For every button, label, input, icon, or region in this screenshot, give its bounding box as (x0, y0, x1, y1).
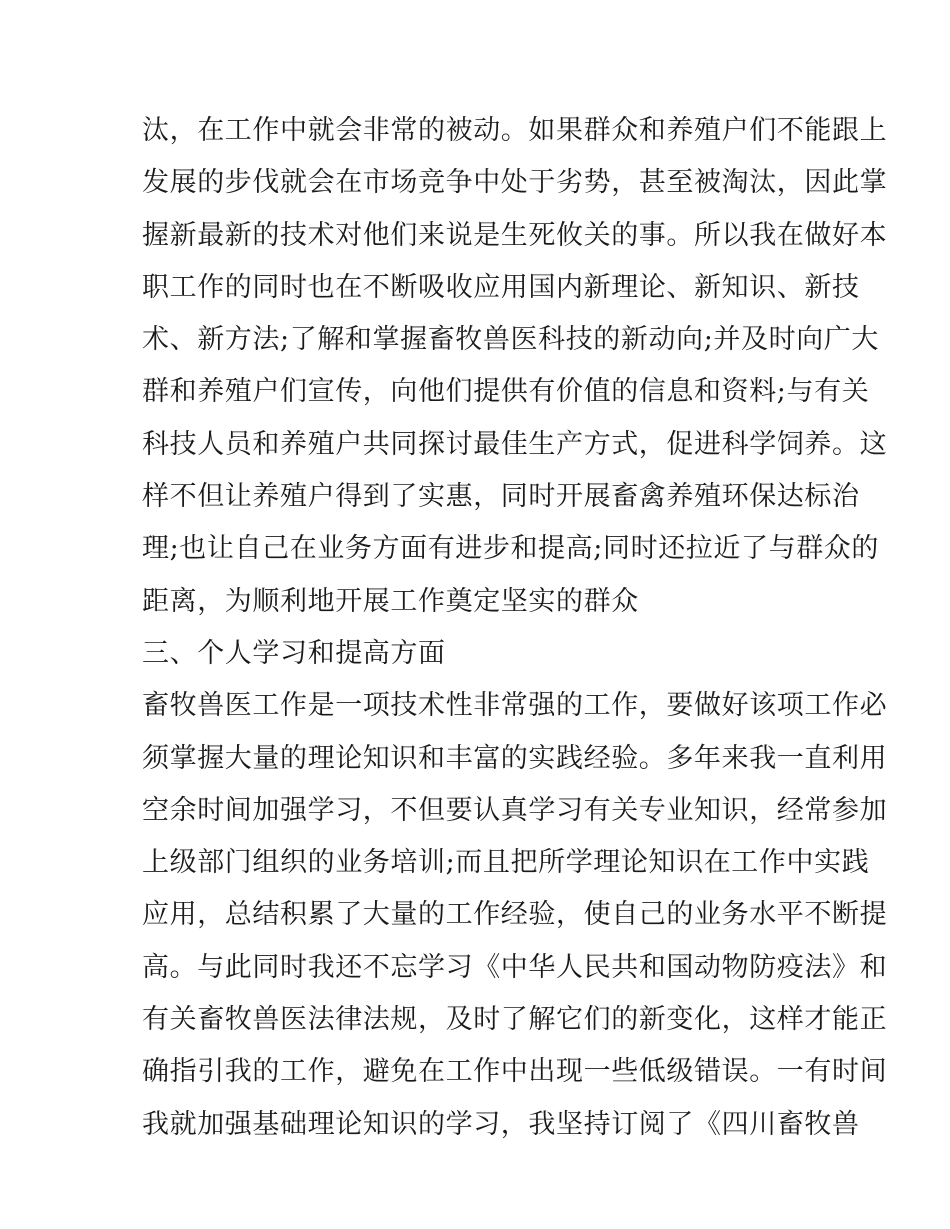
text-line: 发展的步伐就会在市场竞争中处于劣势，甚至被淘汰，因此掌 (142, 167, 888, 199)
text-line: 确指引我的工作，避免在工作中出现一些低级错误。一有时间 (142, 1056, 888, 1088)
text-line: 有关畜牧兽医法律法规，及时了解它们的新变化，这样才能正 (142, 1004, 888, 1036)
text-line: 汰，在工作中就会非常的被动。如果群众和养殖户们不能跟上 (142, 115, 888, 146)
text-line: 握新最新的技术对他们来说是生死攸关的事。所以我在做好本 (142, 219, 888, 251)
text-line: 我就加强基础理论知识的学习，我坚持订阅了《四川畜牧兽 (142, 1108, 860, 1140)
section-heading: 三、个人学习和提高方面 (142, 637, 446, 669)
text-line: 样不但让养殖户得到了实惠，同时开展畜禽养殖环保达标治 (142, 481, 860, 513)
text-line: 须掌握大量的理论知识和丰富的实践经验。多年来我一直利用 (142, 742, 888, 774)
text-line: 术、新方法;了解和掌握畜牧兽医科技的新动向;并及时向广大 (142, 324, 879, 356)
text-line: 科技人员和养殖户共同探讨最佳生产方式，促进科学饲养。这 (142, 428, 888, 460)
text-line: 上级部门组织的业务培训;而且把所学理论知识在工作中实践 (142, 847, 870, 879)
body-text (142, 105, 888, 1151)
text-line: 理;也让自己在业务方面有进步和提高;同时还拉近了与群众的 (142, 533, 879, 565)
text-line: 距离，为顺利地开展工作奠定坚实的群众 (142, 585, 639, 617)
text-line: 畜牧兽医工作是一项技术性非常强的工作，要做好该项工作必 (142, 690, 888, 722)
text-line: 应用，总结积累了大量的工作经验，使自己的业务水平不断提 (142, 899, 888, 931)
text-line: 高。与此同时我还不忘学习《中华人民共和国动物防疫法》和 (142, 951, 888, 983)
text-line: 职工作的同时也在不断吸收应用国内新理论、新知识、新技 (142, 271, 860, 303)
text-line: 群和养殖户们宣传，向他们提供有价值的信息和资料;与有关 (142, 376, 870, 408)
text-line: 空余时间加强学习，不但要认真学习有关专业知识，经常参加 (142, 794, 888, 826)
